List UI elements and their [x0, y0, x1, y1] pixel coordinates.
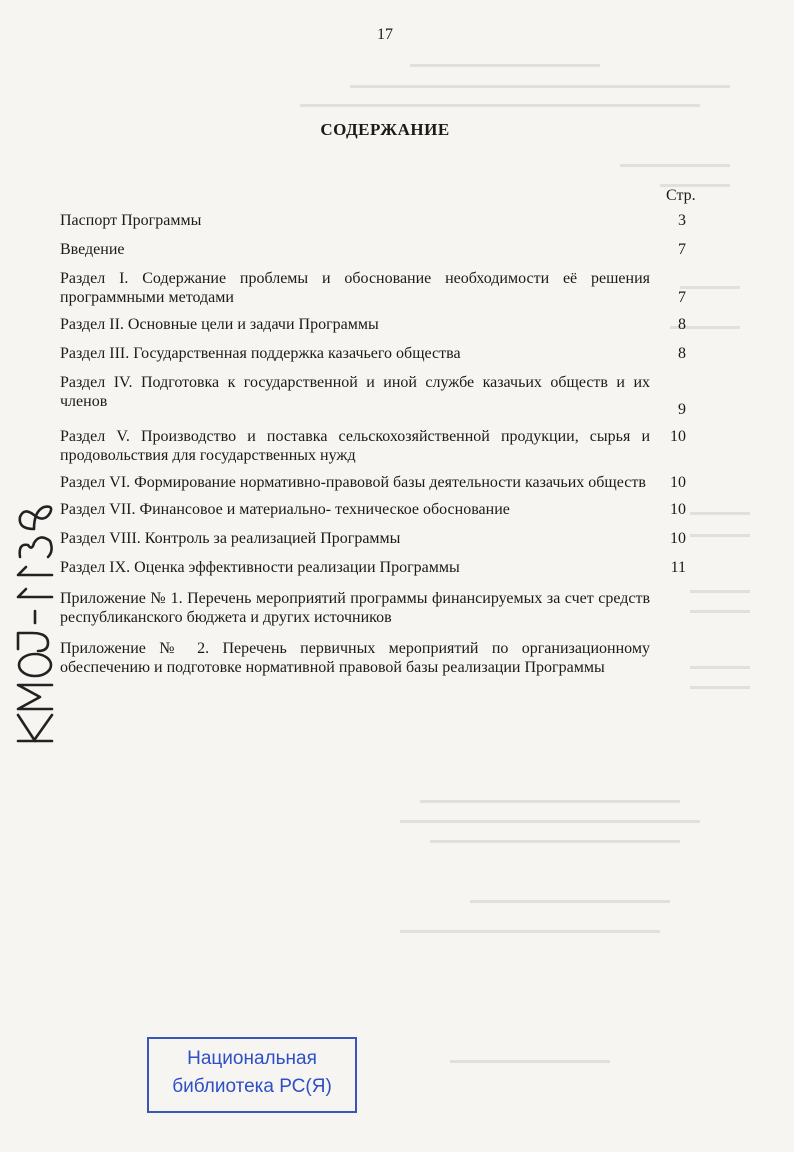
toc-item	[60, 529, 700, 548]
toc-item-page: 10	[670, 501, 686, 518]
toc-item-label: Раздел III. Государственная поддержка казачьего общества	[60, 345, 461, 362]
document-title: СОДЕРЖАНИЕ	[320, 120, 450, 139]
table-of-contents	[60, 211, 700, 677]
toc-item	[60, 558, 700, 577]
toc-item-label: Раздел IV. Подготовка к государственной и иной службе казачьих обществ и их членов	[60, 374, 650, 410]
toc-item-label: Раздел V. Производство и поставка сельскохозяйственной продукции, сырья и продовольствия для государственных нужд	[60, 428, 650, 464]
toc-item-page: 7	[678, 241, 686, 258]
toc-item-label: Введение	[60, 241, 125, 258]
library-stamp	[147, 1037, 357, 1113]
toc-item-page: 10	[670, 530, 686, 547]
toc-item	[60, 473, 700, 492]
stamp-line-1: Национальная	[187, 1048, 317, 1069]
toc-item-label: Паспорт Программы	[60, 212, 202, 229]
toc-item-page: 3	[678, 212, 686, 229]
handwritten-catalog-code	[10, 505, 60, 745]
toc-item	[60, 344, 700, 363]
toc-item-label: Раздел VI. Формирование нормативно-правовой базы деятельности казачьих обществ	[60, 474, 646, 491]
stamp-line-2: библиотека РС(Я)	[172, 1076, 332, 1097]
toc-item-label: Раздел VIII. Контроль за реализацией Программы	[60, 530, 401, 547]
toc-item-page: 10	[670, 474, 686, 491]
toc-item-page: 11	[670, 559, 686, 576]
toc-item	[60, 240, 700, 259]
toc-item-page: 9	[678, 401, 686, 418]
toc-item	[60, 211, 700, 230]
toc-item	[60, 639, 700, 677]
toc-item-label: Приложение № 2. Перечень первичных мероприятий по организационному обеспечению и подготовке нормативной правовой базы реализации Программы	[60, 640, 650, 676]
toc-item-label: Раздел I. Содержание проблемы и обоснование необходимости её решения программными методами	[60, 270, 650, 306]
toc-item-page: 10	[670, 428, 686, 445]
toc-item	[60, 589, 700, 627]
toc-item	[60, 427, 700, 465]
toc-item-label: Раздел VII. Финансовое и материально- техническое обоснование	[60, 501, 510, 518]
toc-item-label: Приложение № 1. Перечень мероприятий программы финансируемых за счет средств республиканского бюджета и других источников	[60, 590, 650, 626]
toc-item-label: Раздел IX. Оценка эффективности реализации Программы	[60, 559, 460, 576]
page-number: 17	[377, 26, 393, 43]
toc-item	[60, 500, 700, 519]
toc-item	[60, 315, 700, 334]
toc-item	[60, 373, 700, 419]
toc-item-label: Раздел II. Основные цели и задачи Программы	[60, 316, 379, 333]
toc-item-page: 8	[678, 316, 686, 333]
page-column-header: Стр.	[666, 187, 696, 204]
toc-item	[60, 269, 700, 307]
toc-item-page: 7	[678, 289, 686, 306]
toc-item-page: 8	[678, 345, 686, 362]
